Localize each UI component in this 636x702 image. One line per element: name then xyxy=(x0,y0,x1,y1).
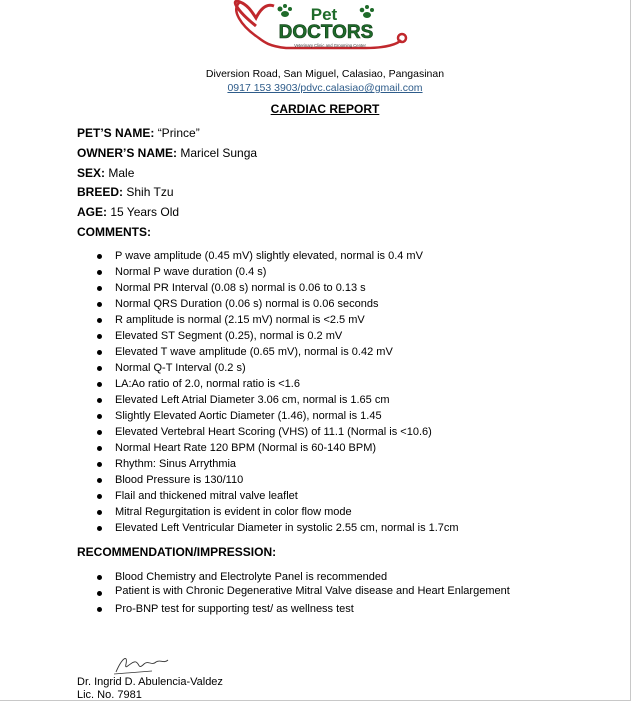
sex-label: SEX: xyxy=(77,166,106,180)
list-item: Blood Chemistry and Electrolyte Panel is recommended xyxy=(77,569,535,585)
list-item: Mitral Regurgitation is evident in color flow mode xyxy=(77,504,459,520)
recommendation-heading: RECOMMENDATION/IMPRESSION: xyxy=(77,545,277,559)
comments-list xyxy=(77,248,459,536)
comments-heading: COMMENTS: xyxy=(77,225,151,239)
age-field xyxy=(77,205,179,220)
recommendations-list xyxy=(77,569,535,617)
list-item: Normal QRS Duration (0.06 s) normal is 0.06 seconds xyxy=(77,296,459,312)
pet-name-field xyxy=(77,126,200,141)
list-item: Elevated T wave amplitude (0.65 mV), normal is 0.42 mV xyxy=(77,344,459,360)
list-item: Patient is with Chronic Degenerative Mitral Valve disease and Heart Enlargement xyxy=(77,585,535,598)
list-item: Blood Pressure is 130/110 xyxy=(77,472,459,488)
list-item: R amplitude is normal (2.15 mV) normal is <2.5 mV xyxy=(77,312,459,328)
report-title: CARDIAC REPORT xyxy=(270,102,380,116)
age-value: 15 Years Old xyxy=(110,205,180,219)
list-item: Elevated Left Atrial Diameter 3.06 cm, normal is 1.65 cm xyxy=(77,392,459,408)
owner-name-label: OWNER’S NAME: xyxy=(77,146,177,160)
owner-name-value: Maricel Sunga xyxy=(180,146,258,160)
logo-word-doctors: DOCTORS xyxy=(278,22,374,43)
pet-name-value: “Prince” xyxy=(157,126,200,140)
breed-label: BREED: xyxy=(77,185,124,199)
list-item: P wave amplitude (0.45 mV) slightly elevated, normal is 0.4 mV xyxy=(77,248,459,264)
age-label: AGE: xyxy=(77,205,107,219)
pet-doctors-logo xyxy=(226,0,408,58)
list-item: Flail and thickened mitral valve leaflet xyxy=(77,488,459,504)
license-number: Lic. No. 7981 xyxy=(77,689,142,701)
list-item: Normal Heart Rate 120 BPM (Normal is 60-140 BPM) xyxy=(77,440,459,456)
list-item: Elevated ST Segment (0.25), normal is 0.2 mV xyxy=(77,328,459,344)
pet-name-label: PET’S NAME: xyxy=(77,126,155,140)
logo-tagline: Veterinary Clinic and Grooming Center xyxy=(294,43,366,48)
list-item: Rhythm: Sinus Arrythmia xyxy=(77,456,459,472)
list-item: Elevated Vertebral Heart Scoring (VHS) of 11.1 (Normal is <10.6) xyxy=(77,424,459,440)
clinic-address: Diversion Road, San Miguel, Calasiao, Pangasinan xyxy=(205,68,445,80)
list-item: Slightly Elevated Aortic Diameter (1.46), normal is 1.45 xyxy=(77,408,459,424)
signatory-name: Dr. Ingrid D. Abulencia-Valdez xyxy=(77,676,223,688)
breed-value: Shih Tzu xyxy=(126,185,174,199)
list-item: Pro-BNP test for supporting test/ as wellness test xyxy=(77,601,535,617)
owner-name-field xyxy=(77,146,257,161)
breed-field xyxy=(77,185,174,200)
list-item: Normal P wave duration (0.4 s) xyxy=(77,264,459,280)
list-item: LA:Ao ratio of 2.0, normal ratio is <1.6 xyxy=(77,376,459,392)
signature xyxy=(112,652,174,678)
sex-field xyxy=(77,166,134,181)
list-item: Elevated Left Ventricular Diameter in systolic 2.55 cm, normal is 1.7cm xyxy=(77,520,459,536)
clinic-contact-link[interactable]: 0917 153 3903/pdvc.calasiao@gmail.com xyxy=(227,82,423,94)
list-item: Normal PR Interval (0.08 s) normal is 0.06 to 0.13 s xyxy=(77,280,459,296)
list-item: Normal Q-T Interval (0.2 s) xyxy=(77,360,459,376)
logo-word-pet: Pet xyxy=(310,5,338,24)
sex-value: Male xyxy=(108,166,135,180)
